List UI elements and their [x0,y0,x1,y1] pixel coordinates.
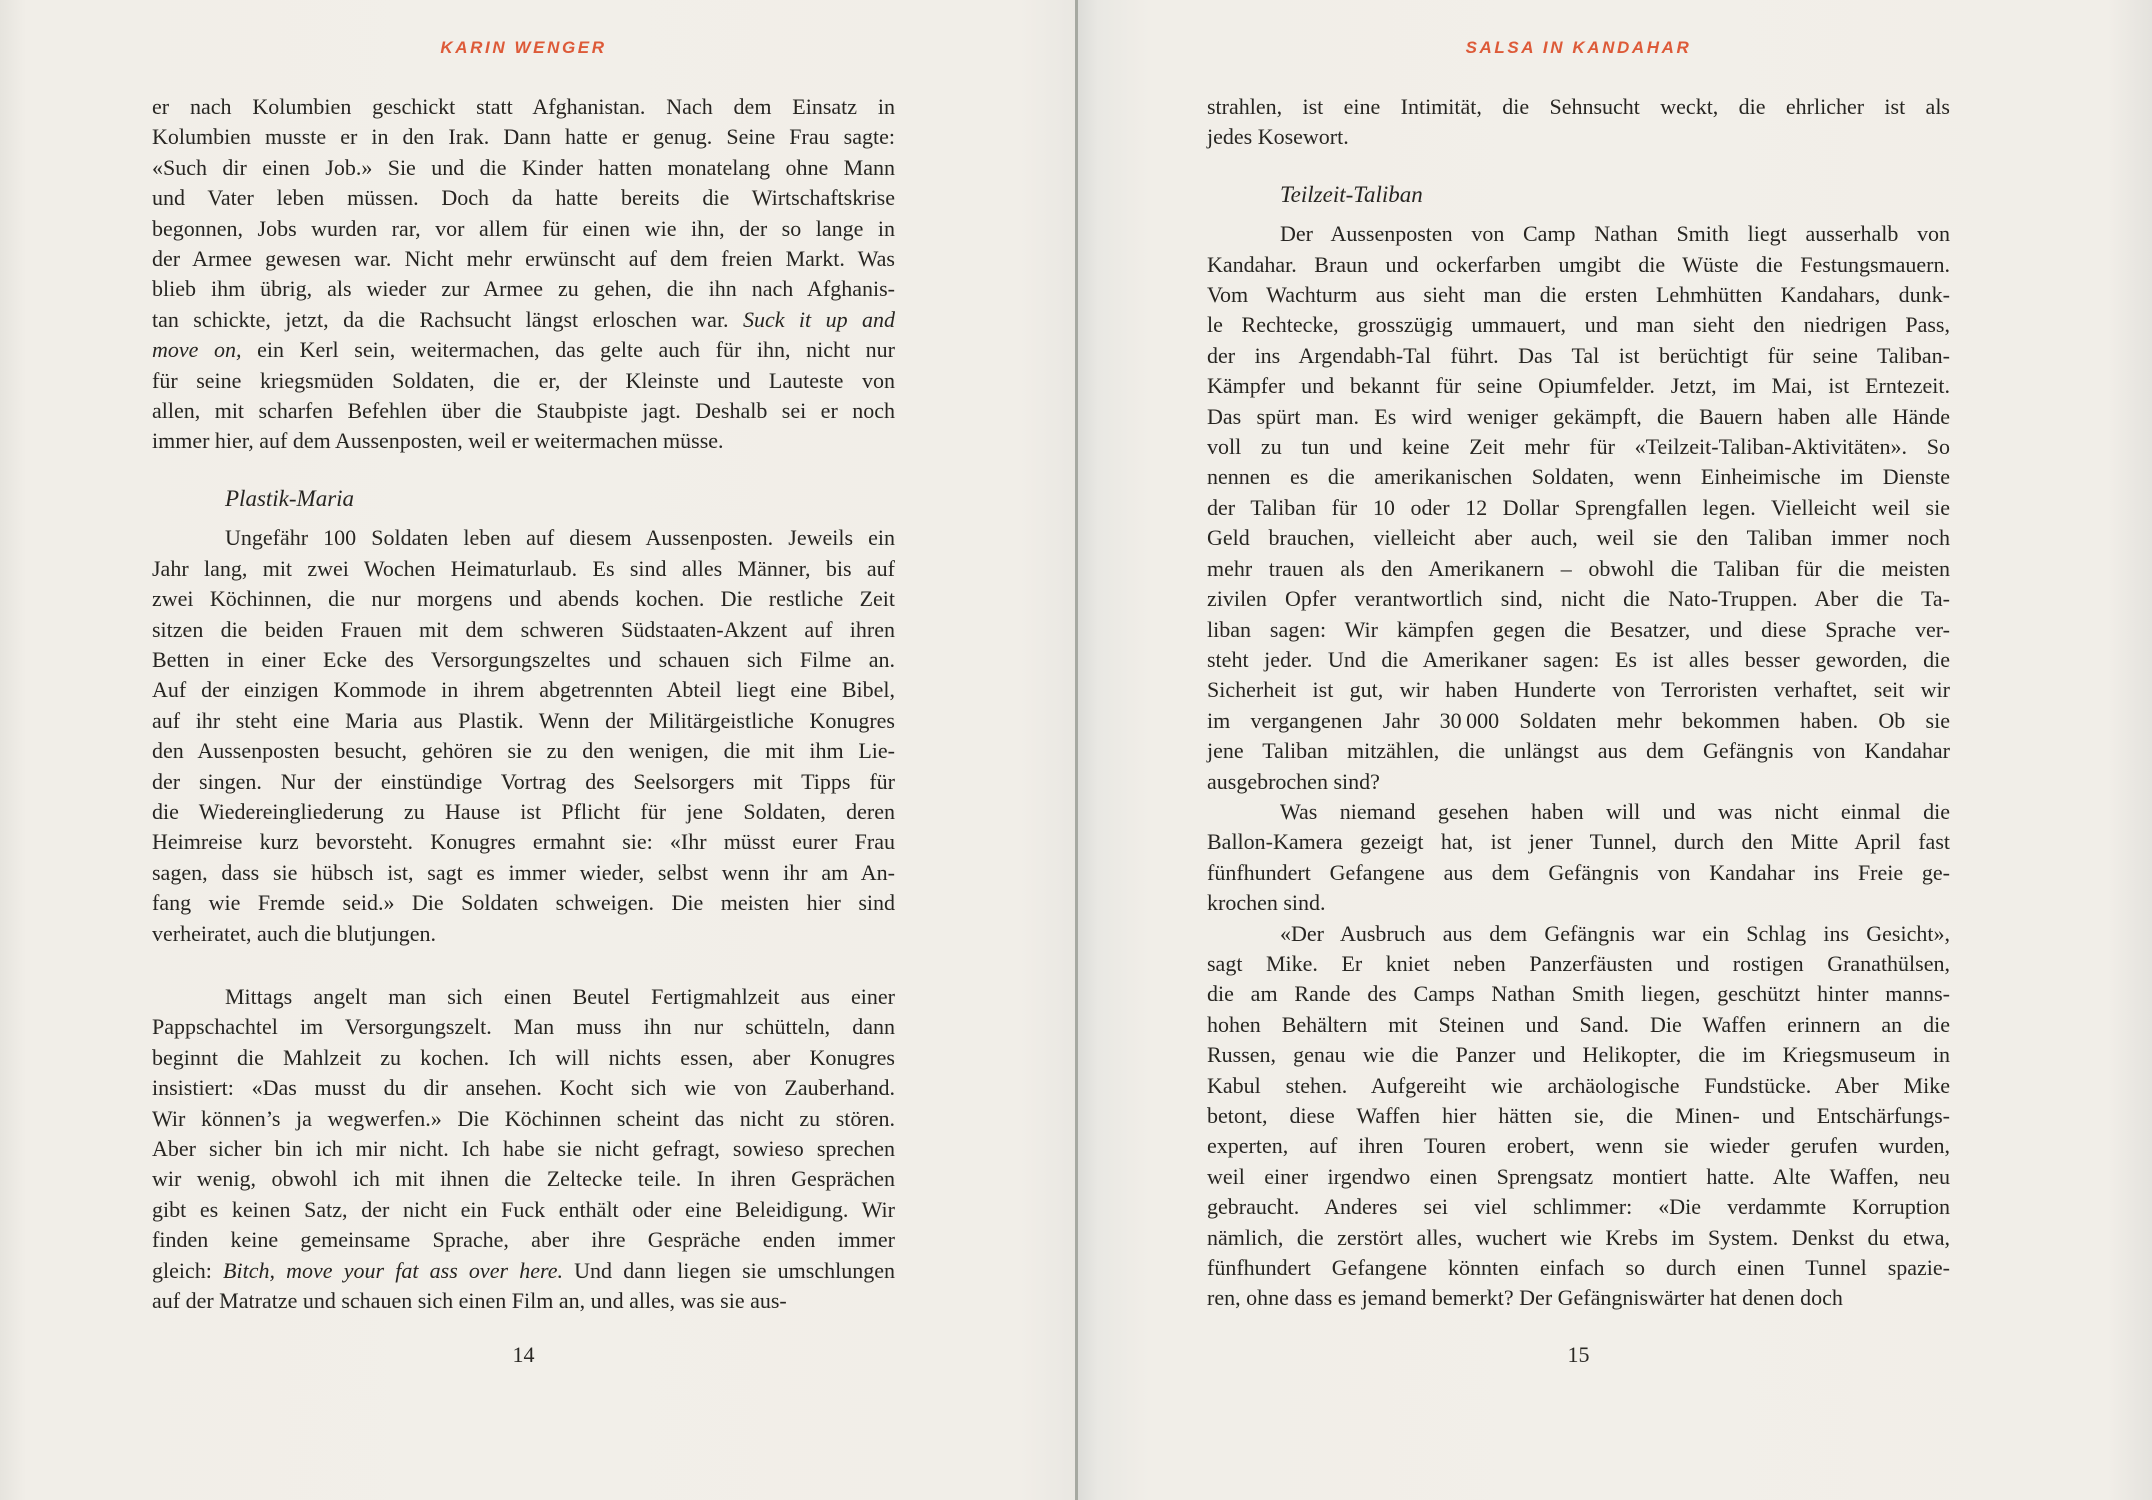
text-line: Kämpfer und bekannt für seine Opiumfelder. Jetzt, im Mai, ist Erntezeit. [1207,373,1950,399]
text-line: Aber sicher bin ich mir nicht. Ich habe sie nicht gefragt, sowieso sprechen [152,1136,895,1161]
text-line: Geld brauchen, vielleicht aber auch, weil sie den Taliban immer noch [1207,525,1950,551]
text-line: fang wie Fremde seid.» Die Soldaten schweigen. Die meisten hier sind [152,890,895,916]
text-line: die Wiedereingliederung zu Hause ist Pflicht für jene Soldaten, deren [152,798,895,824]
text-line: voll zu tun und keine Zeit mehr für «Teilzeit-Taliban-Aktivitäten». So [1207,434,1950,460]
paragraph [152,982,895,1316]
text-column-right [1207,38,1950,1314]
text-line: sagen, dass sie hübsch ist, sagt es immer wieder, selbst wenn ihr am An- [152,859,895,885]
paragraph [1207,219,1950,797]
text-line: Pappschachtel im Versorgungszelt. Man muss ihn nur schütteln, dann [152,1014,895,1040]
text-line: Was niemand gesehen haben will und was nicht einmal die [1280,798,1950,824]
text-line: krochen sind. [1207,890,1326,916]
text-line: sagt Mike. Er kniet neben Panzerfäusten und rostigen Granathülsen, [1207,950,1950,976]
paragraph [152,92,895,457]
text-line: Das spürt man. Es wird weniger gekämpft, die Bauern haben alle Hände [1207,403,1950,429]
text-line: Russen, genau wie die Panzer und Helikopter, die im Kriegsmuseum in [1207,1042,1950,1068]
text-line: zwei Köchinnen, die nur morgens und abends kochen. Die restliche Zeit [152,586,895,612]
text-line: Sicherheit ist gut, wir haben Hunderte von Terroristen verhaftet, seit wir [1207,677,1950,703]
text-line: weil einer irgendwo einen Sprengsatz montiert hatte. Alte Waffen, neu [1207,1163,1950,1189]
page-left [0,0,1075,1500]
running-head-chapter: SALSA IN KANDAHAR [1465,38,1692,57]
text-line: der Armee gewesen war. Nicht mehr erwünscht auf dem freien Markt. Was [152,246,895,272]
text-line: die am Rande des Camps Nathan Smith liegen, geschützt hinter manns- [1207,981,1950,1007]
text-line: Betten in einer Ecke des Versorgungszeltes und schauen sich Filme an. [152,646,895,672]
text-line: betont, diese Waffen hier hätten sie, die Minen- und Entschärfungs- [1207,1103,1950,1128]
page-number-right: 15 [1567,1342,1590,1367]
text-line: wir wenig, obwohl ich mit ihnen die Zeltecke teile. In ihren Gesprächen [152,1166,895,1192]
paragraph [1207,919,1950,1314]
text-line: tan schickte, jetzt, da die Rachsucht längst erloschen war. Suck it up and [152,306,895,332]
text-line: fünfhundert Gefangene könnten einfach so durch einen Tunnel spazie- [1207,1255,1950,1281]
text-line: der ins Argendabh-Tal führt. Das Tal ist berüchtigt für seine Taliban- [1207,342,1950,368]
text-line: allen, mit scharfen Befehlen über die Staubpiste jagt. Deshalb sei er noch [152,398,895,424]
text-line: Wir können’s ja wegwerfen.» Die Köchinnen scheint das nicht zu stören. [152,1105,895,1131]
text-line: Jahr lang, mit zwei Wochen Heimaturlaub. Es sind alles Männer, bis auf [152,555,895,581]
text-line: «Such dir einen Job.» Sie und die Kinder hatten monatelang ohne Mann [152,154,895,180]
text-line: le Rechtecke, grosszügig ummauert, und man sieht den niedrigen Pass, [1207,312,1950,338]
text-line: Kandahar. Braun und ockerfarben umgibt die Wüste die Festungsmauern. [1207,251,1950,277]
text-line: begonnen, Jobs wurden rar, vor allem für einen wie ihn, der so lange in [152,215,895,241]
text-line: immer hier, auf dem Aussenposten, weil er weitermachen müsse. [152,428,724,454]
text-line: nämlich, die zerstört alles, wuchert wie Krebs im System. Denkst du etwa, [1207,1224,1950,1250]
text-line: ren, ohne dass es jemand bemerkt? Der Gefängniswärter hat denen doch [1207,1285,1843,1311]
page-number-left: 14 [512,1342,535,1367]
text-line: Ballon-Kamera gezeigt hat, ist jener Tunnel, durch den Mitte April fast [1207,829,1950,855]
text-line: Kabul stehen. Aufgereiht wie archäologische Fundstücke. Aber Mike [1207,1072,1950,1098]
text-line: Vom Wachturm aus sieht man die ersten Lehmhütten Kandahars, dunk- [1207,282,1950,308]
text-line: er nach Kolumbien geschickt statt Afghanistan. Nach dem Einsatz in [152,94,895,119]
text-line: Der Aussenposten von Camp Nathan Smith liegt ausserhalb von [1280,221,1950,247]
text-line: im vergangenen Jahr 30 000 Soldaten mehr bekommen haben. Ob sie [1207,707,1950,733]
text-line: fünfhundert Gefangene aus dem Gefängnis von Kandahar ins Freie ge- [1207,859,1950,885]
text-line: experten, auf ihren Touren erobert, wenn sie wieder gerufen wurden, [1207,1133,1950,1159]
text-line: Heimreise kurz bevorsteht. Konugres ermahnt sie: «Ihr müsst eurer Frau [152,829,895,855]
text-line: move on, ein Kerl sein, weitermachen, das gelte auch für ihn, nicht nur [152,337,895,363]
text-line: «Der Ausbruch aus dem Gefängnis war ein Schlag ins Gesicht», [1280,920,1950,946]
text-column-left [152,38,895,1316]
section-subheading: Teilzeit-Taliban [1280,181,1423,207]
text-line: jene Taliban mitzählen, die unlängst aus dem Gefängnis von Kandahar [1207,738,1950,764]
text-line: der Taliban für 10 oder 12 Dollar Sprengfallen legen. Vielleicht weil sie [1207,494,1950,520]
text-line: zivilen Opfer verantwortlich sind, nicht die Nato-Truppen. Aber die Ta- [1207,586,1950,612]
text-line: Kolumbien musste er in den Irak. Dann hatte er genug. Seine Frau sagte: [152,124,895,150]
text-line: und Vater leben müssen. Doch da hatte bereits die Wirtschaftskrise [152,185,895,211]
text-line: mehr trauen als den Amerikanern – obwohl die Taliban für die meisten [1207,555,1950,581]
page-body-left [152,92,895,1316]
text-line: gleich: Bitch, move your fat ass over here. Und dann liegen sie umschlungen [152,1257,895,1283]
text-line: ausgebrochen sind? [1207,768,1380,794]
text-line: beginnt die Mahlzeit zu kochen. Ich will nichts essen, aber Konugres [152,1044,895,1070]
text-line: auf der Matratze und schauen sich einen Film an, und alles, was sie aus- [152,1288,787,1314]
text-line: blieb ihm übrig, als wieder zur Armee zu gehen, die ihn nach Afghanis- [152,276,895,302]
text-line: für seine kriegsmüden Soldaten, die er, der Kleinste und Lauteste von [152,367,895,393]
page-body-right [1207,92,1950,1314]
paragraph [1207,92,1950,153]
text-line: hohen Behältern mit Steinen und Sand. Die Waffen erinnern an die [1207,1011,1950,1037]
section-subheading: Plastik-Maria [225,485,355,511]
text-line: Auf der einzigen Kommode in ihrem abgetrennten Abteil liegt eine Bibel, [152,677,895,703]
running-head-author: KARIN WENGER [440,38,607,57]
text-line: liban sagen: Wir kämpfen gegen die Besatzer, und diese Sprache ver- [1207,616,1950,642]
page-right [1078,0,2152,1500]
text-line: finden keine gemeinsame Sprache, aber ihre Gespräche enden immer [152,1227,895,1253]
text-line: steht jeder. Und die Amerikaner sagen: Es ist alles besser geworden, die [1207,646,1950,672]
text-line: der singen. Nur der einstündige Vortrag des Seelsorgers mit Tipps für [152,768,895,794]
text-line: jedes Kosewort. [1207,124,1349,150]
text-line: verheiratet, auch die blutjungen. [152,920,437,946]
paragraph [1207,797,1950,919]
text-line: auf ihr steht eine Maria aus Plastik. Wenn der Militärgeistliche Konugres [152,707,895,733]
text-line: gebraucht. Anderes sei viel schlimmer: «Die verdammte Korruption [1207,1194,1950,1220]
paragraph [152,523,895,949]
text-line: Ungefähr 100 Soldaten leben auf diesem Aussenposten. Jeweils ein [225,525,895,551]
text-line: Mittags angelt man sich einen Beutel Fertigmahlzeit aus einer [225,983,895,1009]
text-line: sitzen die beiden Frauen mit dem schweren Südstaaten-Akzent auf ihren [152,616,895,642]
text-line: strahlen, ist eine Intimität, die Sehnsucht weckt, die ehrlicher ist als [1207,94,1950,119]
text-line: nennen es die amerikanischen Soldaten, wenn Einheimische im Dienste [1207,464,1950,490]
text-line: den Aussenposten besucht, gehören sie zu den wenigen, die mit ihm Lie- [152,738,895,764]
text-line: gibt es keinen Satz, der nicht ein Fuck enthält oder eine Beleidigung. Wir [152,1196,895,1222]
text-line: insistiert: «Das musst du dir ansehen. Kocht sich wie von Zauberhand. [152,1075,895,1101]
